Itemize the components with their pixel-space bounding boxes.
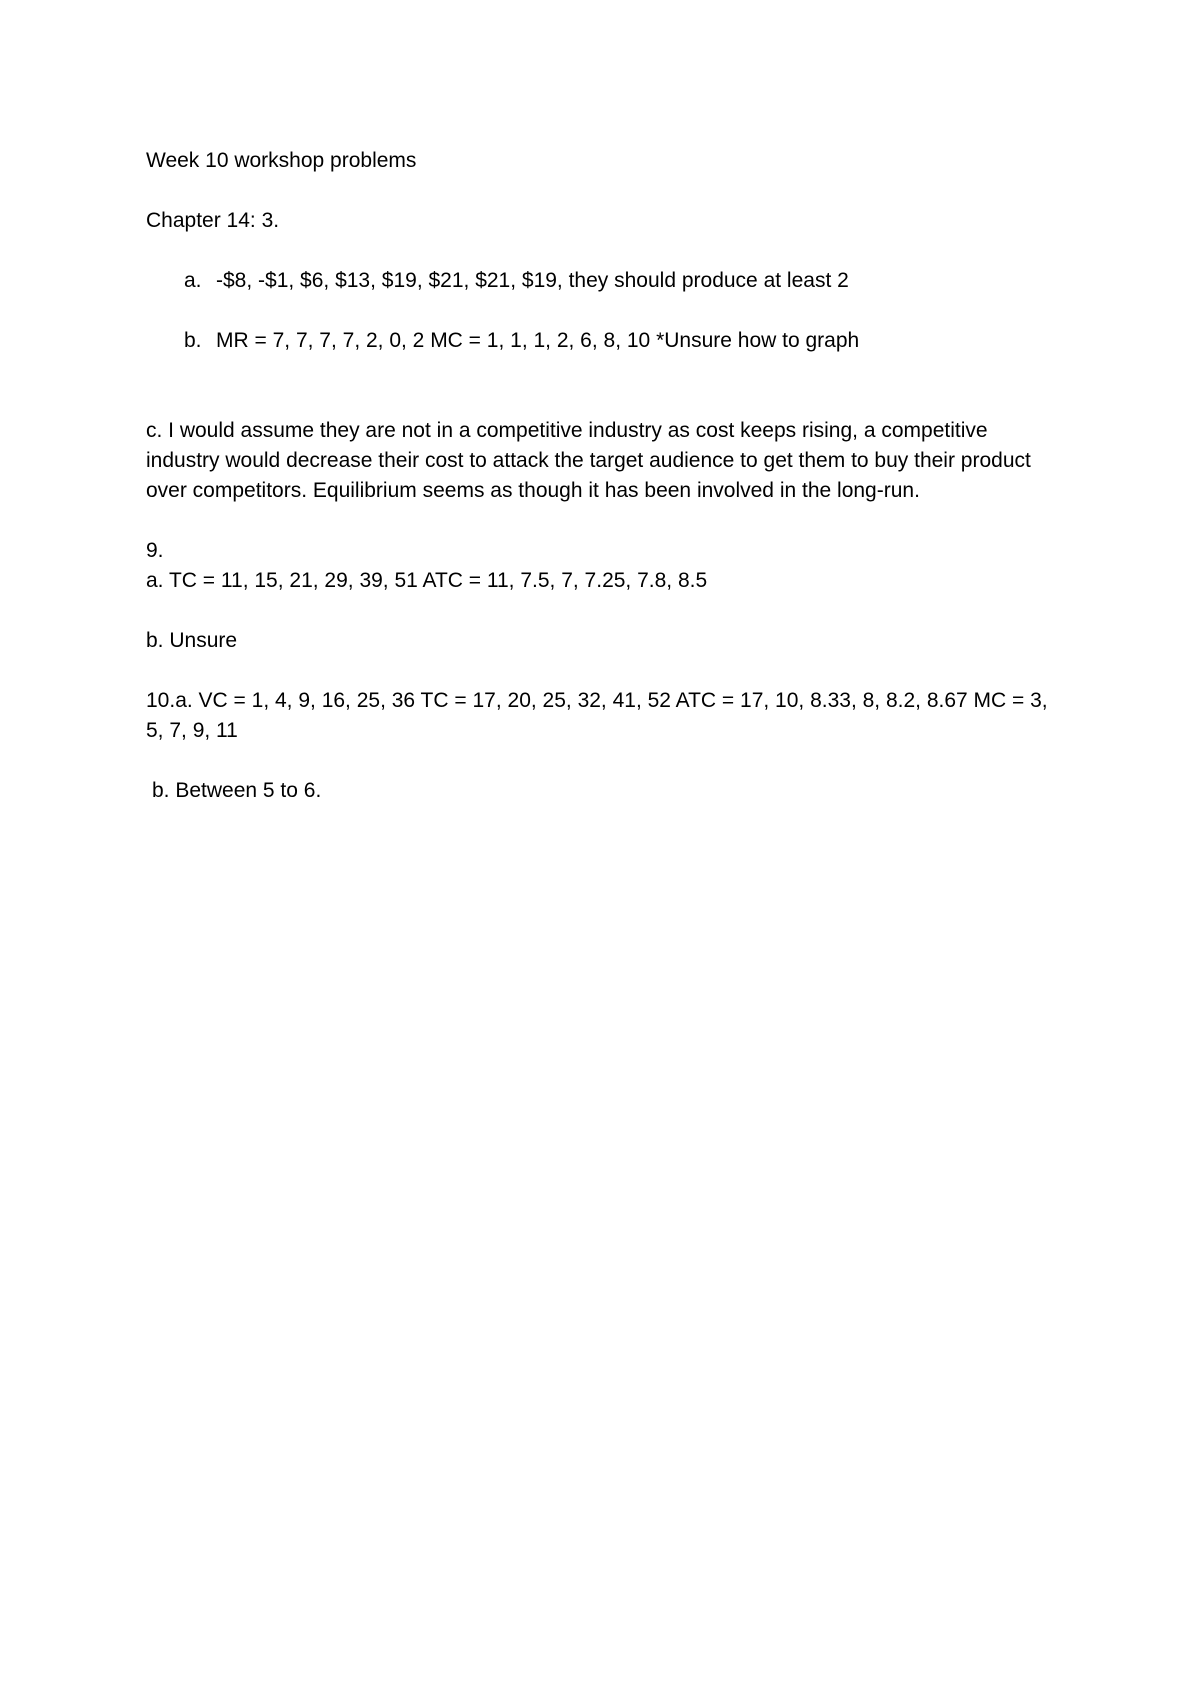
q3-item-a <box>146 266 1066 296</box>
q9-number: 9. <box>146 539 164 562</box>
q3-item-b-text: MR = 7, 7, 7, 7, 2, 0, 2 MC = 1, 1, 1, 2, 6, 8, 10 *Unsure how to graph <box>216 329 860 352</box>
q3-item-a-marker: a. <box>184 269 202 292</box>
q3-item-a-text: -$8, -$1, $6, $13, $19, $21, $21, $19, they should produce at least 2 <box>216 269 849 292</box>
q3-item-b <box>146 326 1066 356</box>
q10-answer-a: 10.a. VC = 1, 4, 9, 16, 25, 36 TC = 17, 20, 25, 32, 41, 52 ATC = 17, 10, 8.33, 8, 8.2, 8.67 MC = 3, 5, 7, 9, 11 <box>146 689 1048 742</box>
q10-answer-b: b. Between 5 to 6. <box>152 779 322 802</box>
q9-answer-a: a. TC = 11, 15, 21, 29, 39, 51 ATC = 11, 7.5, 7, 7.25, 7.8, 8.5 <box>146 569 708 592</box>
q3-answer-c: c. I would assume they are not in a competitive industry as cost keeps rising, a competitive industry would decrease their cost to attack the target audience to get them to buy their product over competitors. Equilibrium seems as though it has been involved in the long-run. <box>146 419 1031 502</box>
document-body <box>146 146 1066 836</box>
document-title: Week 10 workshop problems <box>146 149 417 172</box>
q3-item-b-marker: b. <box>184 329 202 352</box>
q9-answer-b: b. Unsure <box>146 629 238 652</box>
chapter-heading: Chapter 14: 3. <box>146 209 280 232</box>
